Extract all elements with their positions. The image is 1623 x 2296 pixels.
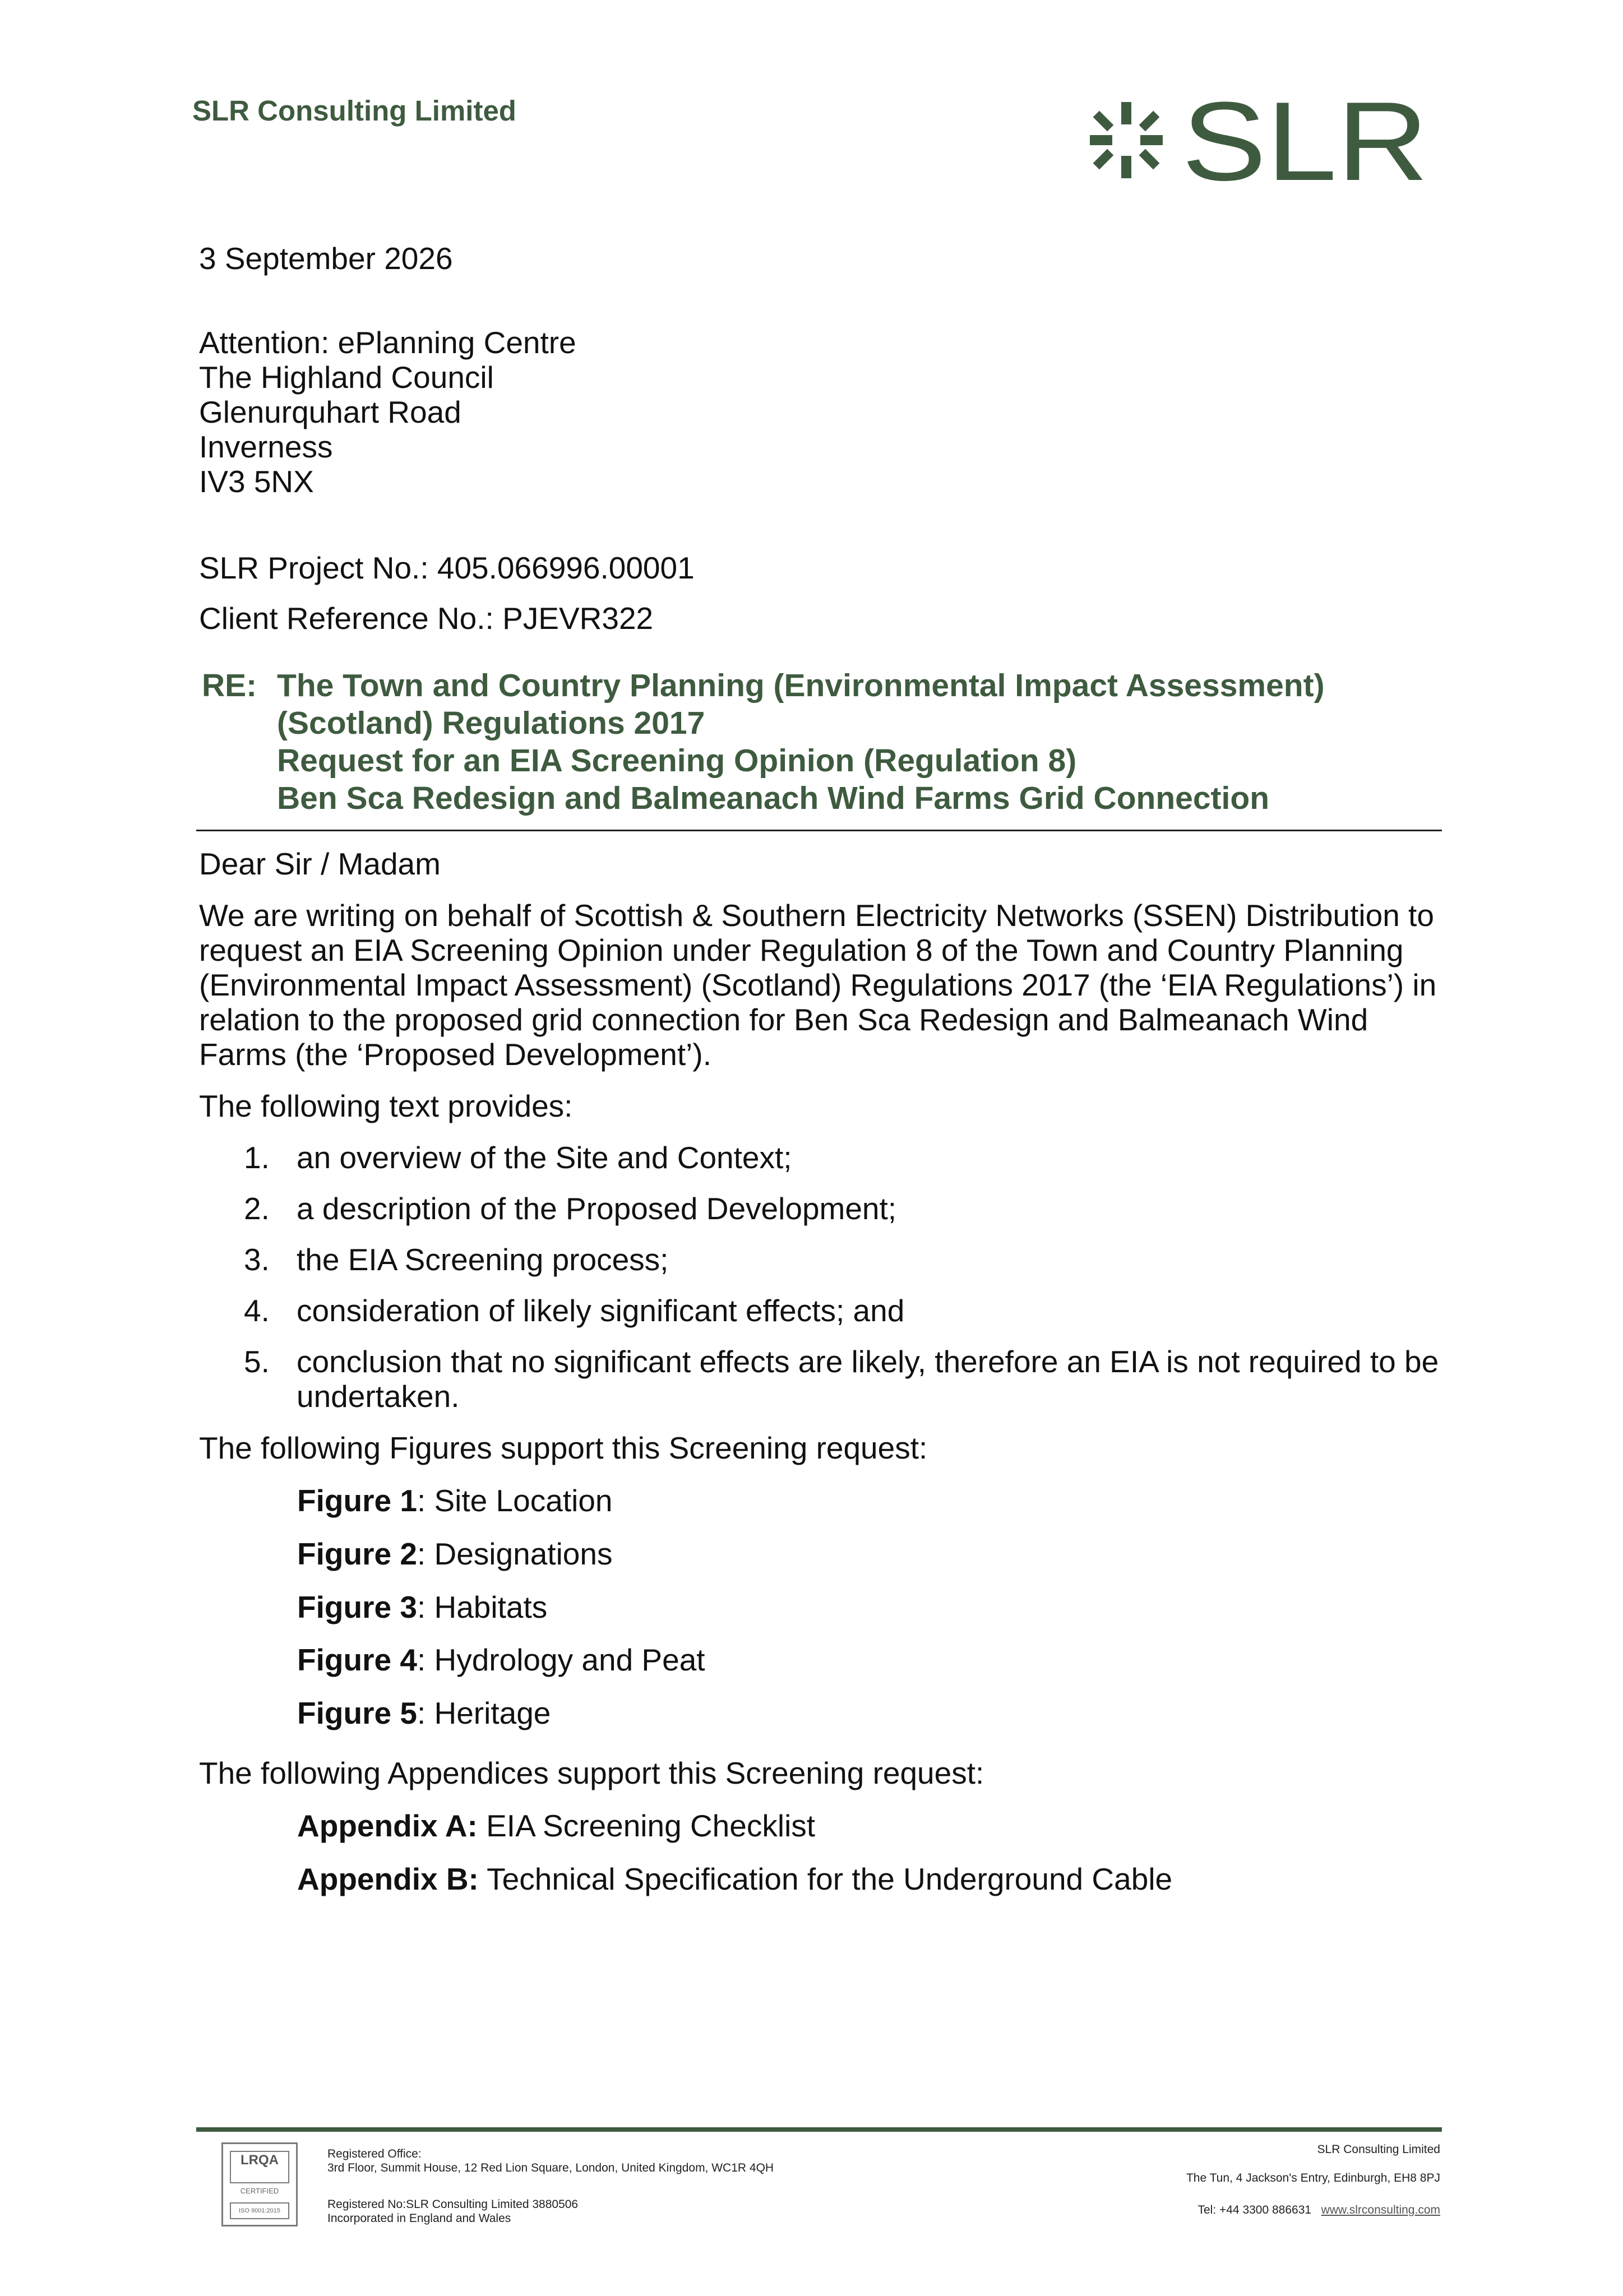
figures-intro: The following Figures support this Screening request: bbox=[199, 1431, 928, 1465]
figure-entry bbox=[297, 1590, 1441, 1624]
list-text: a description of the Proposed Development; bbox=[297, 1191, 897, 1226]
address-line: Inverness bbox=[199, 429, 333, 464]
list-text: the EIA Screening process; bbox=[297, 1242, 669, 1277]
website-link[interactable]: www.slrconsulting.com bbox=[1321, 2204, 1440, 2216]
address-line: Attention: ePlanning Centre bbox=[199, 325, 576, 360]
subject-label: RE: bbox=[202, 668, 257, 703]
figure-entry bbox=[297, 1642, 1441, 1677]
list-text: an overview of the Site and Context; bbox=[297, 1140, 792, 1175]
address-line: IV3 5NX bbox=[199, 464, 314, 499]
footer-divider bbox=[196, 2127, 1442, 2132]
figure-title: : Heritage bbox=[417, 1696, 551, 1730]
lrqa-certified-label: CERTIFIED bbox=[240, 2187, 279, 2195]
lrqa-logo: LRQA bbox=[230, 2151, 289, 2183]
appendix-label: Appendix B: bbox=[297, 1862, 479, 1896]
figure-label: Figure 3 bbox=[297, 1590, 417, 1624]
appendix-title: EIA Screening Checklist bbox=[477, 1808, 816, 1843]
figure-label: Figure 5 bbox=[297, 1696, 417, 1730]
list-text: conclusion that no significant effects are likely, therefore an EIA is not required to be undertaken. bbox=[297, 1344, 1439, 1414]
registered-number: Registered No:SLR Consulting Limited 3880506 bbox=[327, 2198, 579, 2211]
letter-date: 3 September 2026 bbox=[199, 241, 453, 276]
list-number: 1. bbox=[244, 1140, 270, 1175]
recipient-address bbox=[199, 325, 1444, 499]
figure-label: Figure 1 bbox=[297, 1483, 417, 1518]
slr-starburst-icon bbox=[1090, 102, 1163, 178]
intro-paragraph: We are writing on behalf of Scottish & Southern Electricity Networks (SSEN) Distribution to request an EIA Screening Opinion under Regulation 8 of the Town and Country Planning (Environmental Impact Assessment) (Scotland) Regulations 2017 (the ‘EIA Regulations’) in relation to the proposed grid connection for Ben Sca Redesign and Balmeanach Wind Farms (the ‘Proposed Development’). bbox=[199, 898, 1437, 1072]
company-name: SLR Consulting Limited bbox=[192, 95, 516, 127]
figure-title: : Site Location bbox=[417, 1483, 613, 1518]
list-text: consideration of likely significant effects; and bbox=[297, 1293, 905, 1328]
list-number: 5. bbox=[244, 1344, 270, 1379]
salutation: Dear Sir / Madam bbox=[199, 846, 441, 881]
address-line: Glenurquhart Road bbox=[199, 395, 461, 429]
project-number: SLR Project No.: 405.066996.00001 bbox=[199, 550, 695, 585]
appendix-label: Appendix A: bbox=[297, 1808, 478, 1843]
appendices-intro: The following Appendices support this Screening request: bbox=[199, 1756, 984, 1790]
list-number: 2. bbox=[244, 1191, 270, 1226]
client-reference: Client Reference No.: PJEVR322 bbox=[199, 601, 654, 636]
figure-label: Figure 2 bbox=[297, 1536, 417, 1571]
address-line: The Highland Council bbox=[199, 360, 494, 395]
figure-title: : Hydrology and Peat bbox=[417, 1642, 705, 1677]
registered-office-label: Registered Office: bbox=[327, 2147, 422, 2160]
figure-entry bbox=[297, 1483, 1441, 1518]
incorporation-note: Incorporated in England and Wales bbox=[327, 2212, 511, 2225]
lrqa-iso-label: ISO 9001:2015 bbox=[230, 2202, 289, 2219]
figure-entry bbox=[297, 1696, 1441, 1730]
appendix-entry bbox=[297, 1808, 1441, 1843]
footer-contact bbox=[1197, 2203, 1440, 2217]
subject-lines bbox=[277, 667, 1325, 817]
list-number: 4. bbox=[244, 1293, 270, 1328]
subject-line: The Town and Country Planning (Environmental Impact Assessment) bbox=[277, 668, 1325, 703]
figure-title: : Habitats bbox=[417, 1590, 548, 1624]
subject-line: Ben Sca Redesign and Balmeanach Wind Farms Grid Connection bbox=[277, 780, 1270, 816]
appendix-title: Technical Specification for the Underground Cable bbox=[478, 1862, 1173, 1896]
footer-company-name: SLR Consulting Limited bbox=[1317, 2143, 1440, 2156]
registered-office-address: 3rd Floor, Summit House, 12 Red Lion Square, London, United Kingdom, WC1R 4QH bbox=[327, 2161, 774, 2174]
subject-line: (Scotland) Regulations 2017 bbox=[277, 705, 705, 741]
figure-label: Figure 4 bbox=[297, 1642, 417, 1677]
figure-title: : Designations bbox=[417, 1536, 613, 1571]
list-number: 3. bbox=[244, 1242, 270, 1277]
slr-logo-text: SLR bbox=[1182, 94, 1428, 195]
subject-line: Request for an EIA Screening Opinion (Regulation 8) bbox=[277, 743, 1077, 779]
lrqa-certification-badge bbox=[221, 2142, 298, 2226]
footer-telephone: Tel: +44 3300 886631 bbox=[1197, 2204, 1312, 2216]
slr-logo bbox=[1082, 94, 1430, 195]
figure-entry bbox=[297, 1536, 1441, 1571]
footer-office-address: The Tun, 4 Jackson's Entry, Edinburgh, EH8 8PJ bbox=[1186, 2172, 1440, 2184]
provides-intro: The following text provides: bbox=[199, 1089, 573, 1123]
subject-divider bbox=[196, 830, 1442, 831]
appendix-entry bbox=[297, 1862, 1441, 1896]
